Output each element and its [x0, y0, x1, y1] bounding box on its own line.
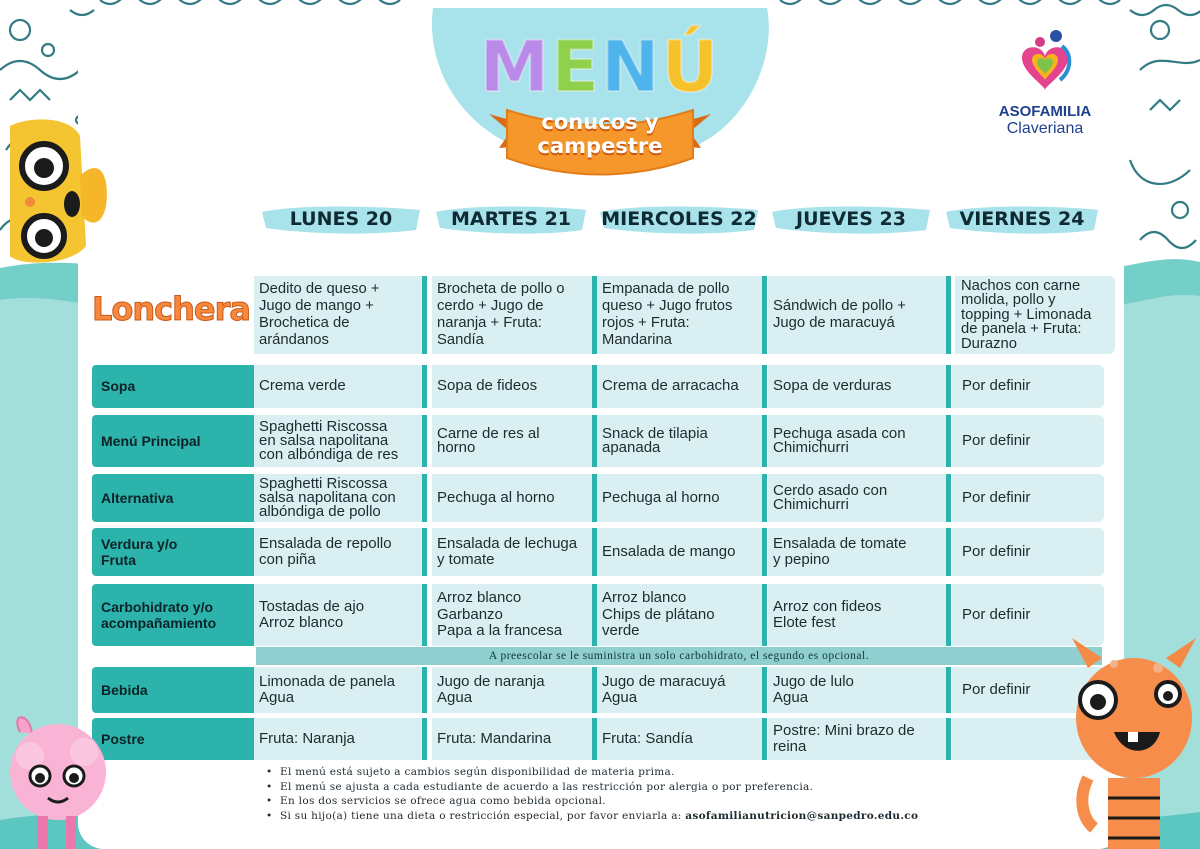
menu-cell-wednesday: Pechuga al horno	[597, 474, 762, 522]
footer-notes	[264, 765, 964, 823]
row-label-6: Postre	[92, 718, 254, 760]
lonchera-cell-tuesday: Brocheta de pollo o cerdo + Jugo de naranja + Fruta: Sandía	[432, 276, 592, 354]
menu-cell-tuesday: Pechuga al horno	[432, 474, 592, 522]
menu-cell-monday: Limonada de panela Agua	[254, 667, 422, 713]
day-header-friday	[942, 200, 1102, 238]
menu-cell-thursday: Cerdo asado con Chimichurri	[768, 474, 946, 522]
day-header-thursday	[768, 200, 934, 238]
menu-cell-monday: Crema verde	[254, 365, 422, 408]
menu-cell-tuesday: Ensalada de lechuga y tomate	[432, 528, 592, 576]
footer-note	[264, 809, 964, 824]
menu-cell-wednesday: Crema de arracacha	[597, 365, 762, 408]
day-header-tuesday	[432, 200, 590, 238]
menu-cell-wednesday: Ensalada de mango	[597, 528, 762, 576]
day-label: MIERCOLES 22	[601, 208, 757, 230]
logo-text-asofamilia: ASOFAMILIA	[998, 103, 1092, 120]
day-label: MARTES 21	[450, 208, 572, 230]
menu-cell-tuesday: Sopa de fideos	[432, 365, 592, 408]
day-label: VIERNES 24	[959, 208, 1085, 230]
asofamilia-logo	[990, 26, 1100, 150]
row-label-1: Menú Principal	[92, 415, 254, 467]
menu-cell-thursday: Sopa de verduras	[768, 365, 946, 408]
lonchera-cell-friday: Nachos con carne molida, pollo y topping + Limonada de panela + Fruta: Durazno	[955, 276, 1115, 354]
menu-title	[425, 0, 775, 190]
title-text	[425, 26, 775, 108]
day-label: LUNES 20	[289, 208, 393, 230]
lonchera-cell-monday: Dedito de queso + Jugo de mango + Brochetica de arándanos	[254, 276, 422, 354]
menu-cell-tuesday: Jugo de naranja Agua	[432, 667, 592, 713]
lonchera-cell-thursday: Sándwich de pollo + Jugo de maracuyá	[768, 276, 946, 354]
menu-cell-thursday: Pechuga asada con Chimichurri	[768, 415, 946, 467]
menu-cell-friday: Por definir	[952, 474, 1104, 522]
row-label-0: Sopa	[92, 365, 254, 408]
menu-cell-tuesday: Carne de res al horno	[432, 415, 592, 467]
day-header-monday	[258, 200, 424, 238]
logo-text-claveriana: Claveriana	[1006, 120, 1084, 137]
menu-cell-friday: Por definir	[952, 667, 1104, 713]
menu-cell-wednesday: Snack de tilapia apanada	[597, 415, 762, 467]
contact-email: asofamilianutricion@sanpedro.edu.co	[685, 809, 919, 822]
menu-cell-wednesday: Jugo de maracuyá Agua	[597, 667, 762, 713]
menu-cell-wednesday: Fruta: Sandía	[597, 718, 762, 760]
title-letter-e: E	[551, 26, 602, 108]
menu-cell-monday: Tostadas de ajo Arroz blanco	[254, 584, 422, 646]
menu-cell-tuesday: Arroz blanco Garbanzo Papa a la francesa	[432, 584, 592, 646]
menu-cell-monday: Spaghetti Riscossa en salsa napolitana con albóndiga de res	[254, 415, 422, 467]
title-letter-u: Ú	[661, 26, 721, 108]
pink-monster-icon	[0, 712, 120, 849]
carb-note: A preescolar se le suministra un solo carbohidrato, el segundo es opcional.	[256, 647, 1102, 665]
row-label-2: Alternativa	[92, 474, 254, 522]
menu-cell-thursday: Ensalada de tomate y pepino	[768, 528, 946, 576]
row-label-5: Bebida	[92, 667, 254, 713]
menu-cell-monday: Spaghetti Riscossa salsa napolitana con albóndiga de pollo	[254, 474, 422, 522]
lonchera-label: Lonchera	[92, 290, 250, 328]
menu-cell-thursday: Jugo de lulo Agua	[768, 667, 946, 713]
orange-monster-icon	[1068, 628, 1200, 849]
ribbon-line-1: conucos y	[541, 110, 659, 134]
subtitle-ribbon	[487, 100, 713, 182]
menu-cell-friday: Por definir	[952, 528, 1104, 576]
day-header-wednesday	[596, 200, 762, 238]
menu-cell-friday: Por definir	[952, 365, 1104, 408]
footer-note: • En los dos servicios se ofrece agua como bebida opcional.	[264, 794, 964, 809]
footer-note: • El menú está sujeto a cambios según disponibilidad de materia prima.	[264, 765, 964, 780]
menu-cell-wednesday: Arroz blanco Chips de plátano verde	[597, 584, 762, 646]
row-label-4: Carbohidrato y/o acompañamiento	[92, 584, 254, 646]
ribbon-line-2: campestre	[537, 134, 663, 158]
day-label: JUEVES 23	[796, 208, 906, 230]
menu-cell-tuesday: Fruta: Mandarina	[432, 718, 592, 760]
yellow-monster-icon	[10, 116, 120, 266]
footer-note-prefix: Si su hijo(a) tiene una dieta o restricción especial, por favor enviarla a:	[280, 809, 686, 822]
title-letter-m: M	[479, 26, 552, 108]
menu-cell-monday: Fruta: Naranja	[254, 718, 422, 760]
menu-cell-friday: Por definir	[952, 415, 1104, 467]
menu-cell-thursday: Arroz con fideos Elote fest	[768, 584, 946, 646]
lonchera-cell-wednesday: Empanada de pollo queso + Jugo frutos rojos + Fruta: Mandarina	[597, 276, 762, 354]
footer-note: • El menú se ajusta a cada estudiante de acuerdo a las restricción por alergia o por preferencia.	[264, 780, 964, 795]
menu-cell-monday: Ensalada de repollo con piña	[254, 528, 422, 576]
family-hearts-logo-icon	[1010, 26, 1080, 96]
row-label-3: Verdura y/o Fruta	[92, 528, 254, 576]
title-letter-n: N	[601, 26, 662, 108]
menu-cell-friday: Por definir	[952, 584, 1104, 646]
menu-cell-thursday: Postre: Mini brazo de reina	[768, 718, 946, 760]
